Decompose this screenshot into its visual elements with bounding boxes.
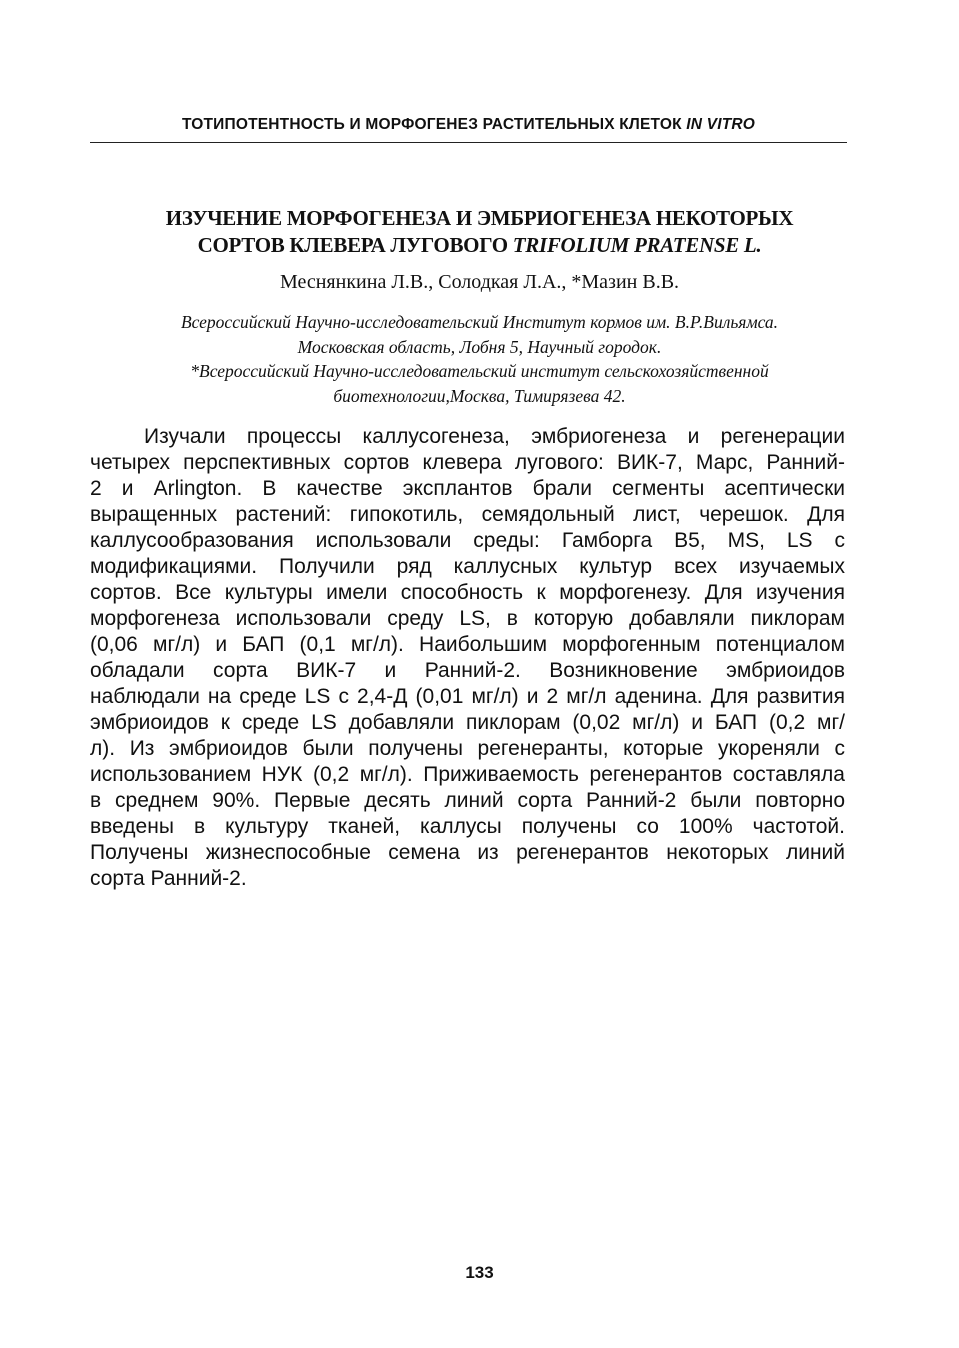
abstract-line: модификациями. Получили ряд каллусных культур всех изучаемых bbox=[90, 555, 845, 578]
abstract-line: л). Из эмбриоидов были получены регенеранты, которые укореняли с bbox=[90, 737, 845, 760]
affiliations bbox=[90, 310, 869, 408]
abstract-line: обладали сорта ВИК-7 и Ранний-2. Возникновение эмбриоидов bbox=[90, 659, 845, 682]
abstract bbox=[90, 424, 845, 892]
abstract-line: морфогенеза использовали среду LS, в которую добавляли пиклорам bbox=[90, 607, 845, 630]
abstract-line: 2 и Arlington. В качестве эксплантов брали сегменты асептически bbox=[90, 477, 845, 500]
title-line-2 bbox=[90, 232, 869, 259]
affiliation-line: биотехнологии,Москва, Тимирязева 42. bbox=[333, 385, 626, 406]
article-title bbox=[90, 205, 869, 259]
running-header-italic: IN VITRO bbox=[686, 116, 756, 133]
abstract-line: сорта Ранний-2. bbox=[90, 867, 247, 890]
title-species: TRIFOLIUM PRATENSE L. bbox=[512, 233, 762, 257]
abstract-line: введены в культуру тканей, каллусы получены со 100% частотой. bbox=[90, 815, 845, 838]
abstract-line: выращенных растений: гипокотиль, семядольный лист, черешок. Для bbox=[90, 503, 845, 526]
abstract-line: (0,06 мг/л) и БАП (0,1 мг/л). Наибольшим морфогенным потенциалом bbox=[90, 633, 845, 656]
authors: Меснянкина Л.В., Солодкая Л.А., *Мазин В.В. bbox=[279, 271, 680, 293]
title-line-2-plain: СОРТОВ КЛЕВЕРА ЛУГОВОГО bbox=[197, 233, 508, 257]
affiliation-line: *Всероссийский Научно-исследовательский институт сельскохозяйственной bbox=[190, 361, 769, 382]
abstract-line: четырех перспективных сортов клевера лугового: ВИК-7, Марс, Ранний- bbox=[90, 451, 845, 474]
page-number: 133 bbox=[465, 1263, 494, 1282]
abstract-line: каллусообразования использовали среды: Гамборга В5, MS, LS с bbox=[90, 529, 845, 552]
affiliation-line: Всероссийский Научно-исследовательский Институт кормов им. В.Р.Вильямса. bbox=[180, 312, 779, 332]
running-header bbox=[90, 116, 847, 134]
header-rule bbox=[90, 142, 847, 143]
running-header-text: ТОТИПОТЕНТНОСТЬ И МОРФОГЕНЕЗ РАСТИТЕЛЬНЫХ КЛЕТОК bbox=[181, 116, 682, 133]
abstract-line: Изучали процессы каллусогенеза, эмбриогенеза и регенерации bbox=[144, 425, 845, 448]
title-line-1: ИЗУЧЕНИЕ МОРФОГЕНЕЗА И ЭМБРИОГЕНЕЗА НЕКОТОРЫХ bbox=[165, 206, 794, 230]
abstract-line: наблюдали на среде LS с 2,4-Д (0,01 мг/л) и 2 мг/л аденина. Для развития bbox=[90, 685, 845, 708]
abstract-line: в среднем 90%. Первые десять линий сорта Ранний-2 были повторно bbox=[90, 789, 845, 812]
abstract-line: эмбриоидов к среде LS добавляли пиклорам (0,02 мг/л) и БАП (0,2 мг/ bbox=[90, 711, 845, 734]
abstract-line: Получены жизнеспособные семена из регенерантов некоторых линий bbox=[90, 841, 845, 864]
abstract-line: сортов. Все культуры имели способность к морфогенезу. Для изучения bbox=[90, 581, 845, 604]
abstract-line: использованием НУК (0,2 мг/л). Приживаемость регенерантов составляла bbox=[90, 763, 845, 786]
affiliation-line: Московская область, Лобня 5, Научный городок. bbox=[297, 336, 662, 357]
